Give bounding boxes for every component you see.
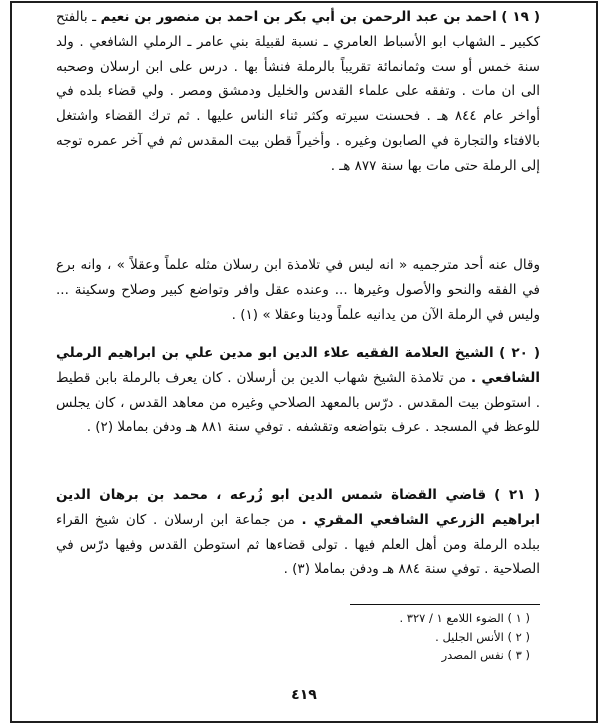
page-number: ٤١٩: [291, 687, 317, 703]
entry-19: [56, 5, 540, 179]
entry-heading: قاضي القضاة شمس الدين ابو زُرعه ، محمد بن برهان الدين ابراهيم الزرعي الشافعي المقري .: [56, 487, 540, 528]
entry-number: ( ١٩ ): [501, 9, 540, 25]
entry-heading: الشيخ العلامة الفقيه علاء الدين ابو مدين علي بن ابراهيم الرملي الشافعي .: [56, 345, 540, 386]
footnote-3: ( ٣ ) نفس المصدر: [441, 648, 530, 662]
entry-heading: احمد بن عبد الرحمن بن أبي بكر بن احمد بن منصور بن نعيم: [100, 9, 497, 25]
entry-body: ـ بالفتح ككبير ـ الشهاب ابو الأسباط العامري ـ نسبة لقبيلة بني عامر ـ الرملي الشافعي . ولد سنة خمس أو ست وثمانمائة تقريباً بالرملة فنشأ بها . درس على ابن ارسلان وصحبه الى ان مات . وتفقه على علماء القدس والخليل ودمشق ومصر . ولي قضاء بلده في أواخر عام ٨٤٤ هـ . فحسنت سيرته وكثر ثناء الناس عليها . ثم ترك القضاء واشتغل بالافتاء والتجارة في الصابون وغيره . وأخيراً قطن بيت المقدس ثم في آخر عمره توجه إلى الرملة حتى مات بها سنة ٨٧٧ هـ .: [56, 9, 540, 174]
entry-number: ( ٢١ ): [494, 487, 541, 503]
entry-21: [56, 483, 540, 582]
entry-body: من تلامذة الشيخ شهاب الدين بن أرسلان . كان يعرف بالرملة بابن قطيط . استوطن بيت المقدس . درّس بالمعهد الصلاحي وغيره من معاهد القدس ، كان يجلس للوعظ في المسجد . عرف بتواضعه وتقشفه . توفي سنة ٨٨١ هـ ودفن بماملا (٢) .: [56, 369, 540, 436]
entry-number: ( ٢٠ ): [499, 345, 540, 361]
footnote-divider: [350, 604, 540, 605]
entry-19-quote: [56, 253, 540, 327]
book-page: [10, 1, 598, 723]
entry-20: [56, 341, 540, 440]
entry-body: من جماعة ابن ارسلان . كان شيخ القراء ببلده الرملة ومن أهل العلم فيها . تولى قضاءها ثم استوطن القدس وفيها درّس في الصلاحية . توفي سنة ٨٨٤ هـ ودفن بماملا (٣) .: [56, 511, 540, 578]
entry-body: وقال عنه أحد مترجميه « انه ليس في تلامذة ابن رسلان مثله علماً وعقلاً » ، وانه برع في الفقه والنحو والأصول وغيرها ... وعنده عقل وافر وتواضع كبير وصلاح وسكينة ... وليس في الرملة الآن من يدانيه علماً ودينا وعقلا » (١) .: [56, 257, 540, 323]
footnote-2: ( ٢ ) الأنس الجليل .: [435, 629, 530, 644]
footnotes: [230, 609, 530, 665]
footnote-1: ( ١ ) الضوء اللامع ١ / ٣٢٧ .: [399, 611, 530, 625]
